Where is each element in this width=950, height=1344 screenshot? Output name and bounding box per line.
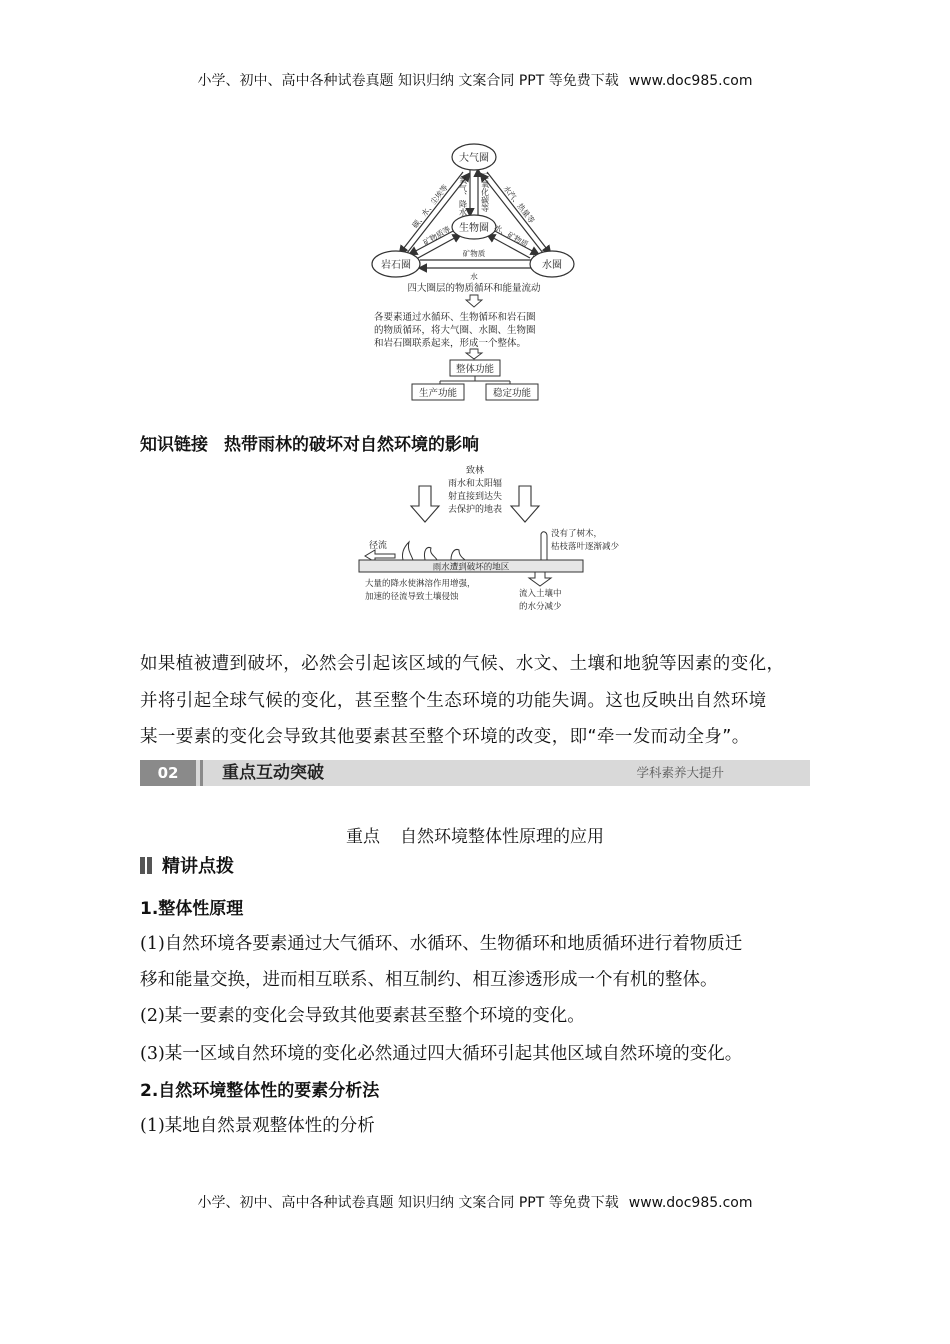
fig2-top-line: 射直接到达失 [447, 492, 503, 502]
section-heading [140, 852, 234, 879]
figure1-desc-line: 各要素通过水循环、生物循环和岩石圈 [374, 312, 536, 323]
paragraph-line: 如果植被遭到破坏，必然会引起该区域的气候、水文、土壤和地貌等因素的变化， [140, 654, 785, 674]
erosion-line: 加速的径流导致土壤侵蚀 [365, 592, 459, 602]
page-header [0, 70, 950, 90]
banner-subtitle: 学科素养大提升 [636, 765, 724, 780]
subheading-principle: 1.整体性原理 [140, 899, 244, 919]
content-line: (3)某一区域自然环境的变化必然通过四大循环引起其他区域自然环境的变化。 [140, 1044, 743, 1064]
knowledge-link-title: 热带雨林的破坏对自然环境的影响 [224, 435, 479, 455]
figure1-desc-line: 和岩石圈联系起来，形成一个整体。 [374, 338, 527, 349]
stump-icon [402, 542, 413, 560]
content-line: (2)某一要素的变化会导致其他要素甚至整个环境的变化。 [140, 1006, 585, 1026]
stability-label: 稳定功能 [492, 388, 532, 399]
knowledge-link-heading [140, 430, 479, 455]
no-trees-line: 枯枝落叶逐渐减少 [551, 542, 620, 552]
stump-icon [424, 548, 437, 561]
subheading-method: 2.自然环境整体性的要素分析法 [140, 1081, 380, 1101]
content-line: (1)某地自然景观整体性的分析 [140, 1116, 375, 1136]
soil-water-line: 的水分减少 [519, 602, 562, 612]
key-point-title: 自然环境整体性原理的应用 [400, 827, 604, 847]
no-trees-line: 没有了树木， [551, 529, 603, 539]
footer-url[interactable]: www.doc985.com [628, 1195, 753, 1211]
banner-divider [200, 760, 203, 786]
section-marker-icon [140, 857, 154, 879]
figure1-caption: 四大圈层的物质循环和能量流动 [407, 283, 541, 294]
infiltration-arrow-icon [529, 572, 551, 586]
label-right-outer: 水汽、热量等 [501, 183, 537, 225]
header-text: 小学、初中、高中各种试卷真题 知识归纳 文案合同 PPT 等免费下载 [197, 73, 619, 89]
label-oxygen-precip: 氧气、降水 [458, 176, 468, 216]
down-arrow-icon [466, 295, 482, 307]
stump-icon [451, 549, 465, 560]
key-point-label: 重点 [346, 827, 380, 847]
fig2-top-line: 致林 [465, 466, 485, 476]
label-bottom-minerals: 矿物质 [462, 249, 486, 258]
key-point-heading [0, 822, 950, 847]
biosphere-label: 生物圈 [459, 223, 489, 234]
down-arrow-icon [466, 349, 482, 359]
paragraph-line: 某一要素的变化会导致其他要素甚至整个环境的改变，即“牵一发而动全身”。 [140, 727, 750, 747]
label-right-inner: 水、矿物质 [492, 222, 530, 250]
knowledge-link-label: 知识链接 [140, 435, 208, 455]
figure1-desc-line: 的物质循环，将大气圈、水圈、生物圈 [374, 325, 536, 336]
erosion-line: 大量的降水使淋溶作用增强， [365, 579, 476, 589]
stump-icon [541, 532, 547, 560]
hydrosphere-label: 水圈 [542, 260, 562, 271]
label-left-outer: 碳、水、尘埃等 [410, 183, 450, 230]
rainforest-paragraph [140, 646, 830, 756]
runoff-label: 径流 [369, 541, 388, 551]
content-line: (1)自然环境各要素通过大气循环、水循环、生物循环和地质循环进行着物质迁 [140, 934, 743, 954]
lithosphere-label: 岩石圈 [381, 260, 411, 271]
paragraph-line: 并将引起全球气候的变化，甚至整个生态环境的功能失调。这也反映出自然环境 [140, 690, 767, 711]
spheres-cycle-diagram [360, 140, 600, 402]
content-line: 移和能量交换，进而相互联系、相互制约、相互渗透形成一个有机的整体。 [140, 970, 718, 990]
header-url[interactable]: www.doc985.com [628, 73, 753, 89]
damaged-area-label: 雨水遭到破坏的地区 [432, 562, 510, 573]
page-footer [0, 1192, 950, 1212]
soil-water-line: 流入土壤中 [519, 589, 562, 599]
production-label: 生产功能 [418, 388, 458, 399]
footer-text: 小学、初中、高中各种试卷真题 知识归纳 文案合同 PPT 等免费下载 [197, 1195, 619, 1211]
rain-arrow-right-icon [511, 486, 539, 522]
label-co2: 二氧化碳等 [480, 172, 490, 212]
section-title: 精讲点拨 [162, 856, 234, 877]
banner-number: 02 [140, 760, 196, 786]
rain-arrow-left-icon [411, 486, 439, 522]
banner-title: 重点互动突破 [222, 763, 324, 783]
fig2-top-line: 雨水和太阳辐 [447, 479, 503, 489]
section-banner [140, 760, 810, 786]
fig2-top-line: 去保护的地表 [447, 505, 503, 515]
label-left-inner: 矿物质等 [421, 224, 452, 248]
rainforest-destruction-diagram [355, 462, 620, 614]
atmosphere-label: 大气圈 [459, 153, 489, 164]
label-bottom-water: 水 [470, 272, 478, 281]
whole-function-label: 整体功能 [455, 364, 495, 375]
